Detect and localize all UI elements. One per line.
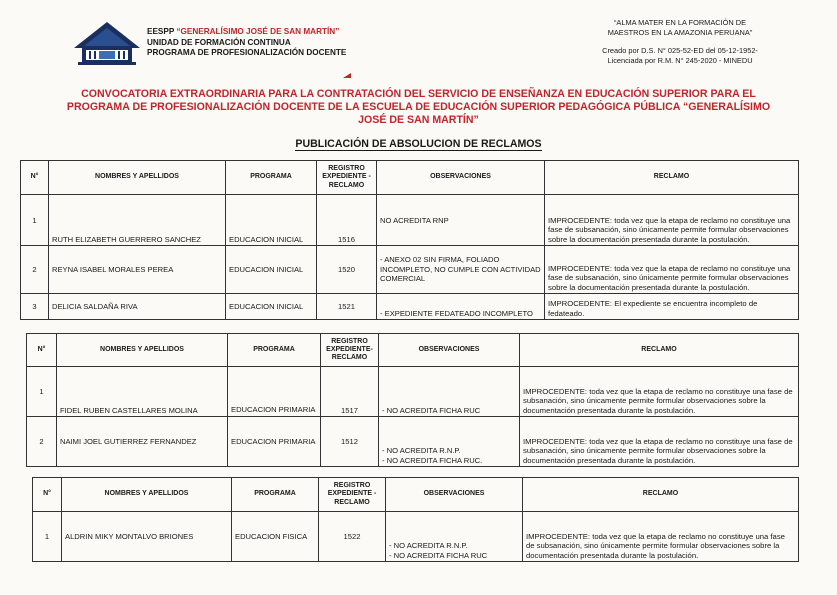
col-header-claim: RECLAMO bbox=[523, 478, 799, 512]
row-number: 3 bbox=[21, 294, 49, 320]
row-registry: 1512 bbox=[321, 417, 379, 467]
motto-line-2: MAESTROS EN LA AMAZONIA PERUANA” bbox=[607, 27, 753, 37]
col-header-name: NOMBRES Y APELLIDOS bbox=[57, 334, 228, 367]
col-header-name: NOMBRES Y APELLIDOS bbox=[49, 161, 226, 195]
col-header-name: NOMBRES Y APELLIDOS bbox=[62, 478, 232, 512]
col-header-n: N° bbox=[21, 161, 49, 195]
row-number: 2 bbox=[27, 417, 57, 467]
col-header-n: N° bbox=[33, 478, 62, 512]
row-observations bbox=[379, 417, 520, 467]
row-program: EDUCACION INICIAL bbox=[226, 246, 317, 294]
row-number: 1 bbox=[33, 512, 62, 562]
row-program: EDUCACION PRIMARIA bbox=[228, 367, 321, 417]
row-name: FIDEL RUBEN CASTELLARES MOLINA bbox=[57, 367, 228, 417]
observation-line: - NO ACREDITA FICHA RUC bbox=[389, 550, 488, 560]
institution-prefix: EESPP bbox=[147, 27, 177, 36]
col-header-claim: RECLAMO bbox=[545, 161, 799, 195]
row-registry: 1517 bbox=[321, 367, 379, 417]
row-observations: - EXPEDIENTE FEDATEADO INCOMPLETO bbox=[377, 294, 545, 320]
claims-table-2 bbox=[26, 333, 799, 467]
table-header-row bbox=[27, 334, 799, 367]
row-program: EDUCACION FISICA bbox=[232, 512, 319, 562]
red-mark bbox=[343, 73, 351, 78]
row-program: EDUCACION INICIAL bbox=[226, 294, 317, 320]
col-header-observations: OBSERVACIONES bbox=[386, 478, 523, 512]
row-observations bbox=[386, 512, 523, 562]
row-claim: IMPROCEDENTE: El expediente se encuentra incompleto de fedateado. bbox=[545, 294, 799, 320]
table-header-row bbox=[21, 161, 799, 195]
row-claim: IMPROCEDENTE: toda vez que la etapa de reclamo no constituye una fase de subsanación, sino únicamente permite formular observaciones sobre la documentación presentada durante la postulación. bbox=[545, 195, 799, 246]
table-row bbox=[27, 417, 799, 467]
document-title: CONVOCATORIA EXTRAORDINARIA PARA LA CONTRATACIÓN DEL SERVICIO DE ENSEÑANZA EN EDUCACIÓN SUPERIOR PARA EL PROGRAMA DE PROFESIONALIZACIÓN DOCENTE DE LA ESCUELA DE EDUCACIÓN SUPERIOR PEDAGÓGICA PÚBLICA “GENERALÍSIMO JOSÉ DE SAN MARTÍN” bbox=[66, 88, 771, 126]
motto-line-1: “ALMA MATER EN LA FORMACIÓN DE bbox=[613, 18, 747, 27]
row-name: RUTH ELIZABETH GUERRERO SANCHEZ bbox=[49, 195, 226, 246]
observation-line: - NO ACREDITA R.N.P. bbox=[382, 446, 461, 456]
col-header-program: PROGRAMA bbox=[228, 334, 321, 367]
observation-line: - NO ACREDITA R.N.P. bbox=[389, 541, 468, 551]
row-number: 2 bbox=[21, 246, 49, 294]
row-program: EDUCACION INICIAL bbox=[226, 195, 317, 246]
row-claim: IMPROCEDENTE: toda vez que la etapa de reclamo no constituye una fase de subsanación, sino únicamente permite formular observaciones sobre la documentación presentada durante la postulación. bbox=[523, 512, 799, 562]
table-row bbox=[33, 512, 799, 562]
table-header-row bbox=[33, 478, 799, 512]
row-registry: 1516 bbox=[317, 195, 377, 246]
row-name: REYNA ISABEL MORALES PEREA bbox=[49, 246, 226, 294]
institution-logo bbox=[72, 20, 142, 66]
row-claim: IMPROCEDENTE: toda vez que la etapa de reclamo no constituye una fase de subsanación, sino únicamente permite formular observaciones sobre la documentación presentada durante la postulación. bbox=[545, 246, 799, 294]
table-row bbox=[27, 367, 799, 417]
col-header-observations: OBSERVACIONES bbox=[379, 334, 520, 367]
row-claim: IMPROCEDENTE: toda vez que la etapa de reclamo no constituye una fase de subsanación, sino únicamente permite formular observaciones sobre la documentación presentada durante la postulación. bbox=[520, 367, 799, 417]
row-number: 1 bbox=[21, 195, 49, 246]
row-registry: 1522 bbox=[319, 512, 386, 562]
table-row bbox=[21, 195, 799, 246]
program-name: PROGRAMA DE PROFESIONALIZACIÓN DOCENTE bbox=[147, 48, 347, 57]
subtitle-text: PUBLICACIÓN DE ABSOLUCION DE RECLAMOS bbox=[295, 138, 542, 150]
creation-line-2: Licenciada por R.M. N° 245-2020 - MINEDU bbox=[607, 55, 753, 65]
row-registry: 1520 bbox=[317, 246, 377, 294]
table-row bbox=[21, 246, 799, 294]
col-header-registry: REGISTRO EXPEDIENTE - RECLAMO bbox=[319, 478, 386, 512]
col-header-claim: RECLAMO bbox=[520, 334, 799, 367]
table-row bbox=[21, 294, 799, 320]
row-claim: IMPROCEDENTE: toda vez que la etapa de reclamo no constituye una fase de subsanación, sino únicamente permite formular observaciones sobre la documentación presentada durante la postulación. bbox=[520, 417, 799, 467]
col-header-registry: REGISTRO EXPEDIENTE - RECLAMO bbox=[317, 161, 377, 195]
unit-name: UNIDAD DE FORMACIÓN CONTINUA bbox=[147, 37, 291, 47]
row-observations: NO ACREDITA RNP bbox=[377, 195, 545, 246]
row-observations: - ANEXO 02 SIN FIRMA, FOLIADO INCOMPLETO, NO CUMPLE CON ACTIVIDAD COMERCIAL bbox=[377, 246, 545, 294]
col-header-n: N° bbox=[27, 334, 57, 367]
institution-name: “GENERALÍSIMO JOSÉ DE SAN MARTÍN” bbox=[176, 27, 340, 36]
col-header-program: PROGRAMA bbox=[226, 161, 317, 195]
row-observations: - NO ACREDITA FICHA RUC bbox=[379, 367, 520, 417]
row-number: 1 bbox=[27, 367, 57, 417]
col-header-program: PROGRAMA bbox=[232, 478, 319, 512]
claims-table-1 bbox=[20, 160, 799, 320]
document-subtitle bbox=[0, 138, 837, 150]
motto-block bbox=[565, 18, 795, 65]
row-name: DELICIA SALDAÑA RIVA bbox=[49, 294, 226, 320]
col-header-registry: REGISTRO EXPEDIENTE- RECLAMO bbox=[321, 334, 379, 367]
institution-block bbox=[147, 27, 346, 59]
row-name: ALDRIN MIKY MONTALVO BRIONES bbox=[62, 512, 232, 562]
creation-line-1: Creado por D.S. N° 025-52-ED del 05-12-1952- bbox=[602, 46, 758, 56]
row-program: EDUCACION PRIMARIA bbox=[228, 417, 321, 467]
observation-line: - NO ACREDITA FICHA RUC. bbox=[382, 455, 483, 465]
claims-table-3 bbox=[32, 477, 799, 562]
col-header-observations: OBSERVACIONES bbox=[377, 161, 545, 195]
row-name: NAIMI JOEL GUTIERREZ FERNANDEZ bbox=[57, 417, 228, 467]
row-registry: 1521 bbox=[317, 294, 377, 320]
